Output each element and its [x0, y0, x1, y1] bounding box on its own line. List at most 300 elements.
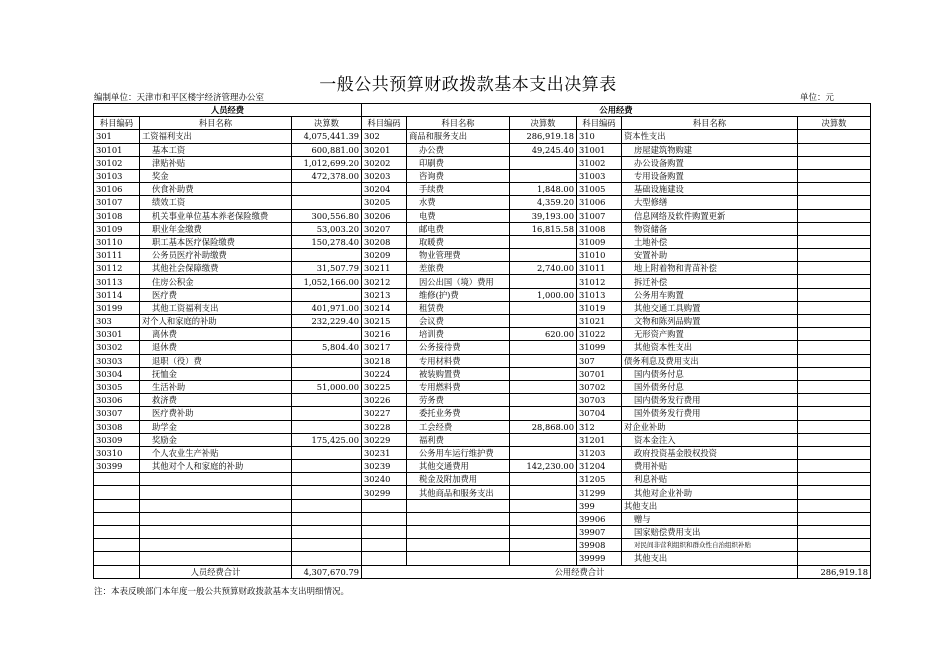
amount [798, 262, 871, 275]
amount [798, 367, 871, 380]
subject-code: 30109 [94, 222, 140, 235]
amount: 175,425.00 [292, 433, 362, 446]
table-row [94, 315, 871, 328]
header-name: 科目名称 [407, 117, 510, 130]
subject-code: 39999 [577, 552, 622, 565]
amount [510, 249, 577, 262]
subject-name: 国家赔偿费用支出 [622, 526, 798, 539]
subject-name: 其他对个人和家庭的补助 [140, 460, 292, 473]
amount: 620.00 [510, 328, 577, 341]
subject-code: 30103 [94, 169, 140, 182]
subject-code: 30111 [94, 249, 140, 262]
subject-name: 费用补贴 [622, 460, 798, 473]
subject-code: 30308 [94, 420, 140, 433]
personnel-total-value: 4,307,670.79 [292, 565, 362, 578]
subject-code: 30205 [362, 196, 407, 209]
table-row [94, 341, 871, 354]
amount [798, 130, 871, 143]
amount [798, 407, 871, 420]
subject-code: 30305 [94, 380, 140, 393]
subject-code [94, 473, 140, 486]
subject-code: 31299 [577, 486, 622, 499]
subject-name: 维修(护)费 [407, 288, 510, 301]
subject-code: 30228 [362, 420, 407, 433]
amount [798, 446, 871, 459]
subject-name: 对民间非营利组织和群众性自治组织补贴 [622, 539, 798, 552]
subject-code: 30217 [362, 341, 407, 354]
table-row [94, 222, 871, 235]
subject-code: 30199 [94, 301, 140, 314]
subject-name [140, 526, 292, 539]
subject-code: 30239 [362, 460, 407, 473]
subject-code: 30399 [94, 460, 140, 473]
subject-code: 30304 [94, 367, 140, 380]
amount: 472,378.00 [292, 169, 362, 182]
subject-name: 土地补偿 [622, 235, 798, 248]
amount: 39,193.00 [510, 209, 577, 222]
subject-name [140, 499, 292, 512]
subject-code: 31021 [577, 315, 622, 328]
subject-code: 30701 [577, 367, 622, 380]
subject-name: 无形资产购置 [622, 328, 798, 341]
subject-code: 307 [577, 354, 622, 367]
amount [510, 275, 577, 288]
amount: 49,245.40 [510, 143, 577, 156]
subject-code: 31008 [577, 222, 622, 235]
amount: 1,000.00 [510, 288, 577, 301]
header-amount: 决算数 [292, 117, 362, 130]
subject-code: 30307 [94, 407, 140, 420]
amount [798, 526, 871, 539]
subject-code: 31012 [577, 275, 622, 288]
subject-code: 30203 [362, 169, 407, 182]
report-title: 一般公共预算财政拨款基本支出决算表 [319, 75, 617, 95]
subject-code: 31201 [577, 433, 622, 446]
subject-name: 其他社会保障缴费 [140, 262, 292, 275]
subject-name: 培训费 [407, 328, 510, 341]
amount [798, 143, 871, 156]
subject-code: 30703 [577, 394, 622, 407]
amount [798, 539, 871, 552]
table-row [94, 354, 871, 367]
subject-code: 30107 [94, 196, 140, 209]
amount [798, 433, 871, 446]
subject-name: 水费 [407, 196, 510, 209]
amount [510, 380, 577, 393]
subject-name: 职工基本医疗保险缴费 [140, 235, 292, 248]
amount [292, 420, 362, 433]
amount: 1,848.00 [510, 183, 577, 196]
blank-cell [94, 565, 140, 578]
amount: 142,230.00 [510, 460, 577, 473]
amount [510, 473, 577, 486]
subject-code [94, 486, 140, 499]
amount [510, 235, 577, 248]
amount [798, 460, 871, 473]
amount: 16,815.58 [510, 222, 577, 235]
subject-name: 专用燃料费 [407, 380, 510, 393]
table-row [94, 552, 871, 565]
subject-code [362, 499, 407, 512]
subject-code: 39906 [577, 512, 622, 525]
subject-code: 30206 [362, 209, 407, 222]
subject-code: 30309 [94, 433, 140, 446]
amount [292, 183, 362, 196]
subject-name: 其他商品和服务支出 [407, 486, 510, 499]
subject-code [94, 539, 140, 552]
amount: 5,804.40 [292, 341, 362, 354]
subject-code: 30310 [94, 446, 140, 459]
subject-code: 31205 [577, 473, 622, 486]
subject-code: 39907 [577, 526, 622, 539]
table-row [94, 486, 871, 499]
subject-code: 30227 [362, 407, 407, 420]
subject-name: 办公费 [407, 143, 510, 156]
footnote: 注：本表反映部门本年度一般公共预算财政拨款基本支出明细情况。 [94, 587, 350, 597]
public-total-value: 286,919.18 [798, 565, 871, 578]
section-public: 公用经费 [362, 104, 871, 117]
subject-name: 专用设备购置 [622, 169, 798, 182]
amount [798, 354, 871, 367]
subject-code: 31022 [577, 328, 622, 341]
subject-name: 政府投资基金股权投资 [622, 446, 798, 459]
subject-code: 30240 [362, 473, 407, 486]
table-row [94, 499, 871, 512]
subject-name: 生活补助 [140, 380, 292, 393]
amount [292, 407, 362, 420]
table-row [94, 209, 871, 222]
subject-code: 31099 [577, 341, 622, 354]
amount [292, 460, 362, 473]
table-row [94, 512, 871, 525]
subject-name: 医疗费补助 [140, 407, 292, 420]
section-header-row [94, 104, 871, 117]
subject-name: 离休费 [140, 328, 292, 341]
subject-name [140, 473, 292, 486]
subject-code [362, 512, 407, 525]
amount: 2,740.00 [510, 262, 577, 275]
amount [510, 526, 577, 539]
subject-name: 大型修缮 [622, 196, 798, 209]
subject-code: 30704 [577, 407, 622, 420]
subject-name: 信息网络及软件购置更新 [622, 209, 798, 222]
subject-code: 30226 [362, 394, 407, 407]
subject-code [362, 526, 407, 539]
amount [292, 552, 362, 565]
table-row [94, 460, 871, 473]
amount [510, 499, 577, 512]
amount: 401,971.00 [292, 301, 362, 314]
amount [798, 328, 871, 341]
table-row [94, 262, 871, 275]
amount [292, 288, 362, 301]
subject-code: 30201 [362, 143, 407, 156]
header-amount: 决算数 [798, 117, 871, 130]
amount: 53,003.20 [292, 222, 362, 235]
subject-code: 30302 [94, 341, 140, 354]
subject-code: 30211 [362, 262, 407, 275]
subject-name [407, 552, 510, 565]
subject-name: 印刷费 [407, 156, 510, 169]
subject-name: 邮电费 [407, 222, 510, 235]
header-code: 科目编码 [94, 117, 140, 130]
amount [798, 196, 871, 209]
subject-code: 30702 [577, 380, 622, 393]
amount: 4,359.20 [510, 196, 577, 209]
subject-name: 退职（役）费 [140, 354, 292, 367]
amount [292, 249, 362, 262]
subject-code: 31010 [577, 249, 622, 262]
subject-name: 资本金注入 [622, 433, 798, 446]
totals-row [94, 565, 871, 578]
amount [798, 209, 871, 222]
table-row [94, 433, 871, 446]
amount [510, 433, 577, 446]
subject-name: 公务用车购置 [622, 288, 798, 301]
subject-name: 抚恤金 [140, 367, 292, 380]
subject-code: 399 [577, 499, 622, 512]
amount [798, 486, 871, 499]
subject-code: 31007 [577, 209, 622, 222]
subject-name: 地上附着物和青苗补偿 [622, 262, 798, 275]
subject-code [94, 499, 140, 512]
subject-code: 30207 [362, 222, 407, 235]
subject-code: 30113 [94, 275, 140, 288]
amount [510, 552, 577, 565]
subject-name: 专用材料费 [407, 354, 510, 367]
table-row [94, 235, 871, 248]
table-row [94, 156, 871, 169]
subject-name: 救济费 [140, 394, 292, 407]
subject-code [362, 552, 407, 565]
table-row [94, 143, 871, 156]
subject-code: 310 [577, 130, 622, 143]
table-row [94, 539, 871, 552]
table-row [94, 526, 871, 539]
amount [510, 486, 577, 499]
subject-code: 31011 [577, 262, 622, 275]
subject-code: 31203 [577, 446, 622, 459]
amount [510, 394, 577, 407]
expenditure-table [93, 103, 871, 579]
subject-name: 个人农业生产补贴 [140, 446, 292, 459]
table-row [94, 407, 871, 420]
subject-code: 30306 [94, 394, 140, 407]
amount [292, 394, 362, 407]
subject-code: 31009 [577, 235, 622, 248]
subject-code: 39908 [577, 539, 622, 552]
amount [510, 512, 577, 525]
subject-name: 助学金 [140, 420, 292, 433]
subject-name [140, 552, 292, 565]
subject-code: 31204 [577, 460, 622, 473]
subject-code: 30224 [362, 367, 407, 380]
subject-name: 对企业补助 [622, 420, 798, 433]
amount [798, 222, 871, 235]
subject-code: 31002 [577, 156, 622, 169]
amount: 51,000.00 [292, 380, 362, 393]
amount [510, 367, 577, 380]
subject-name: 取暖费 [407, 235, 510, 248]
subject-name: 工会经费 [407, 420, 510, 433]
amount [798, 512, 871, 525]
amount [292, 196, 362, 209]
amount [798, 169, 871, 182]
table-row [94, 380, 871, 393]
amount [510, 301, 577, 314]
table-row [94, 394, 871, 407]
table-row [94, 301, 871, 314]
amount: 300,556.80 [292, 209, 362, 222]
subject-name [140, 486, 292, 499]
subject-name: 福利费 [407, 433, 510, 446]
subject-code: 30110 [94, 235, 140, 248]
header-name: 科目名称 [622, 117, 798, 130]
subject-name: 安置补助 [622, 249, 798, 262]
subject-code: 30101 [94, 143, 140, 156]
section-personnel: 人员经费 [94, 104, 362, 117]
subject-name: 奖励金 [140, 433, 292, 446]
subject-name: 资本性支出 [622, 130, 798, 143]
amount [292, 486, 362, 499]
subject-name: 基本工资 [140, 143, 292, 156]
subject-name [407, 512, 510, 525]
subject-name: 文物和陈列品购置 [622, 315, 798, 328]
amount [798, 473, 871, 486]
subject-name: 债务利息及费用支出 [622, 354, 798, 367]
subject-name: 国外债务发行费用 [622, 407, 798, 420]
subject-code: 31013 [577, 288, 622, 301]
amount [798, 249, 871, 262]
subject-name: 物业管理费 [407, 249, 510, 262]
subject-code: 30102 [94, 156, 140, 169]
subject-code [94, 526, 140, 539]
amount [798, 315, 871, 328]
subject-name [407, 526, 510, 539]
table-row [94, 130, 871, 143]
subject-name: 拆迁补偿 [622, 275, 798, 288]
subject-name: 其他工资福利支出 [140, 301, 292, 314]
subject-name: 国内债务发行费用 [622, 394, 798, 407]
subject-code: 30215 [362, 315, 407, 328]
amount [798, 183, 871, 196]
subject-code: 30106 [94, 183, 140, 196]
amount: 286,919.18 [510, 130, 577, 143]
subject-name: 其他交通工具购置 [622, 301, 798, 314]
header-name: 科目名称 [140, 117, 292, 130]
subject-code: 30301 [94, 328, 140, 341]
amount [798, 499, 871, 512]
amount [510, 539, 577, 552]
subject-name: 劳务费 [407, 394, 510, 407]
subject-name: 国内债务付息 [622, 367, 798, 380]
amount [510, 446, 577, 459]
amount [798, 552, 871, 565]
subject-name: 医疗费 [140, 288, 292, 301]
subject-name: 其他支出 [622, 499, 798, 512]
subject-name: 其他交通费用 [407, 460, 510, 473]
table-row [94, 328, 871, 341]
subject-code: 30225 [362, 380, 407, 393]
amount [798, 394, 871, 407]
subject-name: 绩效工资 [140, 196, 292, 209]
subject-code: 30218 [362, 354, 407, 367]
subject-name: 差旅费 [407, 262, 510, 275]
amount: 1,012,699.20 [292, 156, 362, 169]
org-label: 编制单位：天津市和平区楼宇经济管理办公室 [94, 93, 265, 103]
amount: 28,868.00 [510, 420, 577, 433]
subject-name: 手续费 [407, 183, 510, 196]
subject-code: 312 [577, 420, 622, 433]
public-total-label: 公用经费合计 [362, 565, 798, 578]
amount: 31,507.79 [292, 262, 362, 275]
subject-code: 30209 [362, 249, 407, 262]
header-code: 科目编码 [577, 117, 622, 130]
subject-name: 委托业务费 [407, 407, 510, 420]
amount [510, 315, 577, 328]
subject-name: 会议费 [407, 315, 510, 328]
subject-name: 公务员医疗补助缴费 [140, 249, 292, 262]
amount [798, 420, 871, 433]
subject-code: 30231 [362, 446, 407, 459]
subject-name: 国外债务付息 [622, 380, 798, 393]
subject-name: 因公出国（境）费用 [407, 275, 510, 288]
subject-name: 其他支出 [622, 552, 798, 565]
amount [292, 354, 362, 367]
subject-name: 基础设施建设 [622, 183, 798, 196]
table-row [94, 473, 871, 486]
subject-name: 伙食补助费 [140, 183, 292, 196]
subject-code: 30299 [362, 486, 407, 499]
column-header-row [94, 117, 871, 130]
table-row [94, 420, 871, 433]
subject-name: 奖金 [140, 169, 292, 182]
subject-name: 咨询费 [407, 169, 510, 182]
subject-code: 30216 [362, 328, 407, 341]
table-row [94, 169, 871, 182]
subject-code: 30229 [362, 433, 407, 446]
unit-label: 单位：元 [800, 93, 835, 103]
subject-code: 31019 [577, 301, 622, 314]
amount [798, 288, 871, 301]
amount [798, 275, 871, 288]
subject-name [140, 539, 292, 552]
amount [292, 367, 362, 380]
amount [798, 341, 871, 354]
subject-name: 住房公积金 [140, 275, 292, 288]
subject-name: 房屋建筑物购建 [622, 143, 798, 156]
amount [292, 499, 362, 512]
subject-name: 对个人和家庭的补助 [140, 315, 292, 328]
header-code: 科目编码 [362, 117, 407, 130]
header-amount: 决算数 [510, 117, 577, 130]
table-row [94, 183, 871, 196]
subject-code: 301 [94, 130, 140, 143]
subject-code [94, 552, 140, 565]
subject-name: 商品和服务支出 [407, 130, 510, 143]
table-row [94, 249, 871, 262]
subject-name: 其他资本性支出 [622, 341, 798, 354]
subject-code: 30303 [94, 354, 140, 367]
subject-name [407, 499, 510, 512]
amount [510, 341, 577, 354]
amount [292, 512, 362, 525]
subject-code: 30208 [362, 235, 407, 248]
subject-code: 31005 [577, 183, 622, 196]
amount [510, 156, 577, 169]
personnel-total-label: 人员经费合计 [140, 565, 292, 578]
amount [292, 539, 362, 552]
